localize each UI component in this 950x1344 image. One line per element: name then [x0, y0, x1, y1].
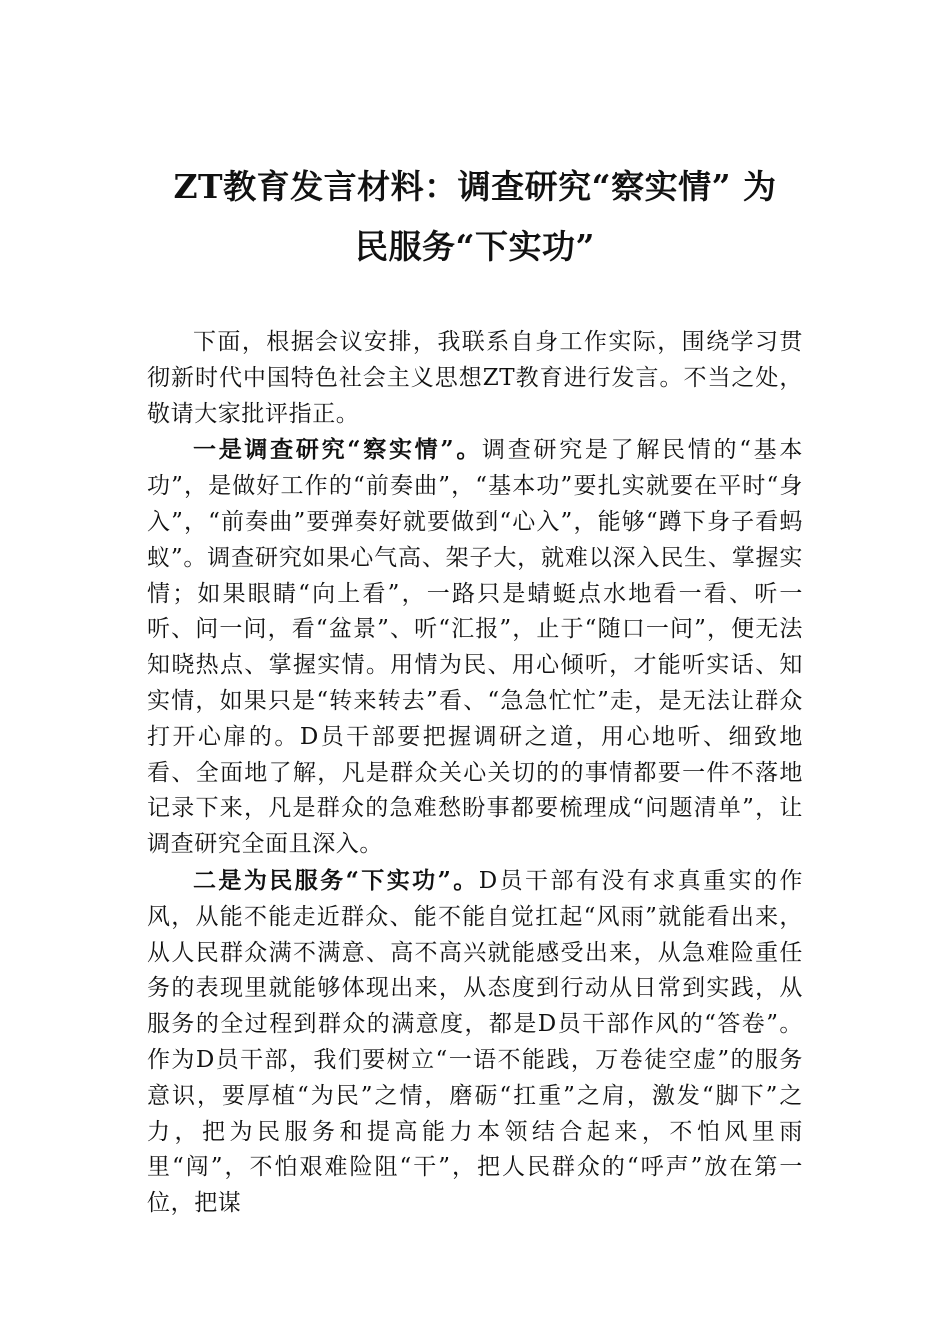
document-title: [140, 157, 810, 277]
section-one-heading: 一是调查研究“察实情”。: [193, 436, 483, 464]
section-two-paragraph: [147, 863, 803, 1222]
intro-paragraph-text: 下面，根据会议安排，我联系自身工作实际，围绕学习贯彻新时代中国特色社会主义思想ZT教育进行发言。不当之处，敬请大家批评指正。: [147, 329, 803, 427]
document-body: [147, 325, 803, 1222]
section-one-text: 调查研究是了解民情的“基本功”，是做好工作的“前奏曲”，“基本功”要扎实就要在平时“身入”，“前奏曲”要弹奏好就要做到“心入”，能够“蹲下身子看蚂蚁”。调查研究如果心气高、架子大，就难以深入民生、掌握实情；如果眼睛“向上看”，一路只是蜻蜓点水地看一看、听一听、问一问，看“盆景”、听“汇报”，止于“随口一问”，便无法知晓热点、掌握实情。用情为民、用心倾听，才能听实话、知实情，如果只是“转来转去”看、“急急忙忙”走，是无法让群众打开心扉的。D员干部要把握调研之道，用心地听、细致地看、全面地了解，凡是群众关心关切的的事情都要一件不落地记录下来，凡是群众的急难愁盼事都要梳理成“问题清单”，让调查研究全面且深入。: [147, 437, 803, 858]
section-two-text: D员干部有没有求真重实的作风，从能不能走近群众、能不能自觉扛起“风雨”就能看出来，从人民群众满不满意、高不高兴就能感受出来，从急难险重任务的表现里就能够体现出来，从态度到行动从日常到实践，从服务的全过程到群众的满意度，都是D员干部作风的“答卷”。作为D员干部，我们要树立“一语不能践，万卷徒空虚”的服务意识，要厚植“为民”之情，磨砺“扛重”之肩，激发“脚下”之力，把为民服务和提高能力本领结合起来，不怕风里雨里“闯”，不怕艰难险阻“干”，把人民群众的“呼声”放在第一位，把谋: [147, 867, 803, 1217]
title-line-2: 民服务“下实功”: [355, 227, 595, 266]
section-two-heading: 二是为民服务“下实功”。: [193, 866, 479, 894]
section-one-paragraph: [147, 432, 803, 863]
title-line-1: ZT教育发言材料：调查研究“察实情” 为: [173, 167, 777, 206]
intro-paragraph: [147, 325, 803, 432]
